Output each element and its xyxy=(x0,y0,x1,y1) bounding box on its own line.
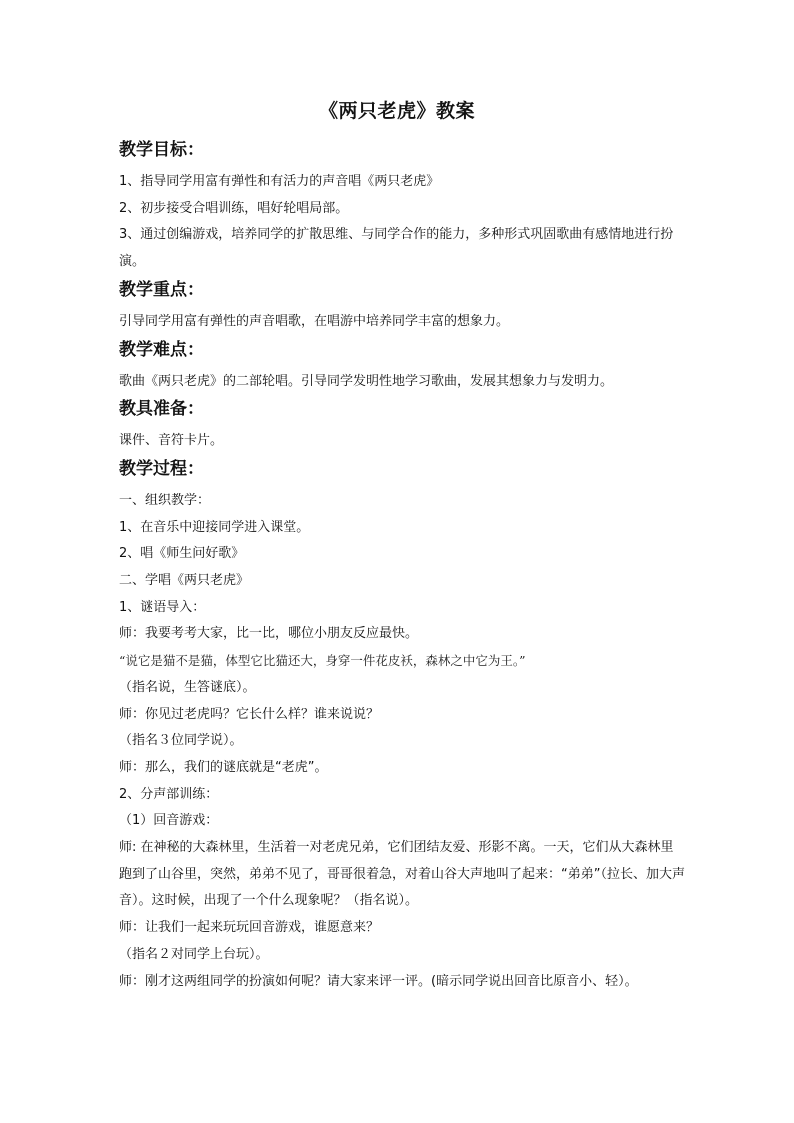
process-line: 1、在音乐中迎接同学进入课堂。 xyxy=(119,519,310,535)
process-line: 1、谜语导入： xyxy=(119,599,206,615)
section-heading-difficulties: 教学难点： xyxy=(119,339,204,360)
section-heading-materials: 教具准备： xyxy=(119,399,204,420)
process-line: 2、分声部训练： xyxy=(119,786,219,802)
goal-item: 3、通过创编游戏，培养同学的扩散思维、与同学合作的能力，多种形式巩固歌曲有感情地进行扮演。 xyxy=(119,227,674,270)
process-line: 师：那么，我们的谜底就是“老虎”。 xyxy=(119,759,328,775)
process-line: （指名说，生答谜底）。 xyxy=(119,679,256,695)
process-line: （指名３位同学说）。 xyxy=(119,733,243,749)
document-body xyxy=(119,136,685,995)
difficulties-text: 歌曲《两只老虎》的二部轮唱。引导同学发明性地学习歌曲，发展其想象力与发明力。 xyxy=(119,373,614,389)
process-line: 师：让我们一起来玩玩回音游戏，谁愿意来？ xyxy=(119,920,380,936)
section-heading-key-points: 教学重点： xyxy=(119,279,204,300)
process-line: 师：刚才这两组同学的扮演如何呢？请大家来评一评。(暗示同学说出回音比原音小、轻）。 xyxy=(119,973,638,989)
goal-item: 2、初步接受合唱训练，唱好轮唱局部。 xyxy=(119,200,349,216)
process-line: 2、唱《师生问好歌》 xyxy=(119,546,245,562)
process-line: （指名２对同学上台玩）。 xyxy=(119,946,269,962)
section-heading-goals: 教学目标： xyxy=(119,140,204,160)
document-title: 《两只老虎》教案 xyxy=(318,100,475,122)
goal-item: 1、指导同学用富有弹性和有活力的声音唱《两只老虎》 xyxy=(119,174,440,189)
process-line: 二、学唱《两只老虎》 xyxy=(119,573,250,589)
process-line: 师：你见过老虎吗？它长什么样？谁来说说？ xyxy=(119,706,380,722)
key-points-text: 引导同学用富有弹性的声音唱歌，在唱游中培养同学丰富的想象力。 xyxy=(119,313,510,329)
process-line: （1）回音游戏： xyxy=(119,813,219,829)
process-paragraph: 师: 在神秘的大森林里，生活着一对老虎兄弟，它们团结友爱、形影不离。一天，它们从大森林里跑到了山谷里，突然，弟弟不见了，哥哥很着急，对着山谷大声地叫了起来：“弟弟”（拉长、加大声音）。这时候，出现了一个什么现象呢？（指名说）。 xyxy=(119,840,685,909)
materials-text: 课件、音符卡片。 xyxy=(119,433,224,449)
riddle-quote: “说它是猫不是猫，体型它比猫还大，身穿一件花皮袄，森林之中它为王。” xyxy=(119,653,526,669)
process-line: 一、组织教学： xyxy=(119,492,211,508)
process-line: 师：我要考考大家，比一比，哪位小朋友反应最快。 xyxy=(119,626,419,642)
section-heading-process: 教学过程： xyxy=(119,458,204,479)
